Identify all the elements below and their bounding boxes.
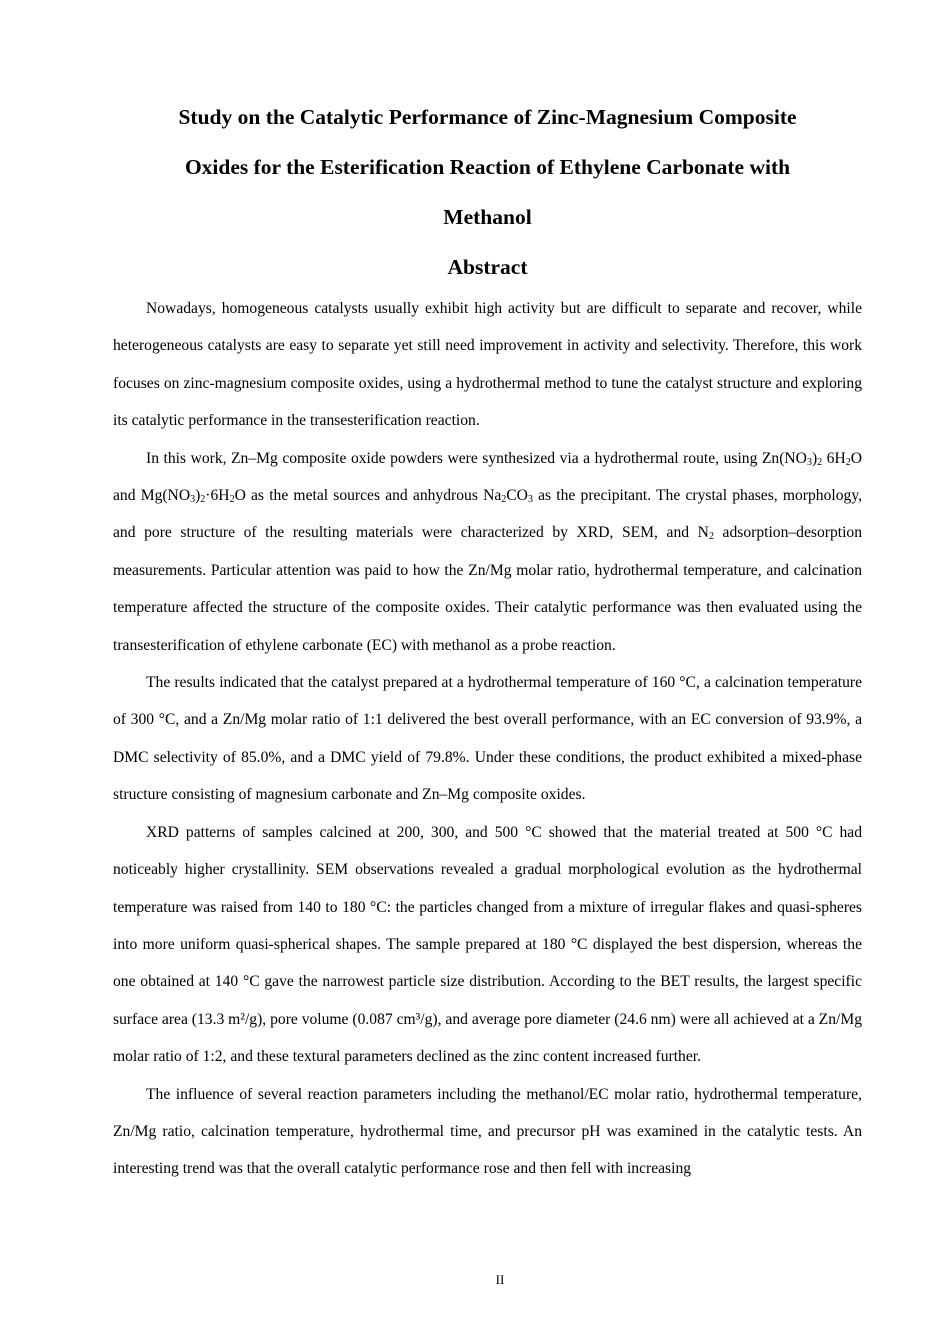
page-number: II: [495, 1272, 505, 1287]
paragraph-2-text: as the precipitant. The crystal phases, morphology, and pore structure of the resulting materials were characterized by XRD, SEM, and N: [113, 487, 863, 542]
paragraph-2-text: O and Mg(NO: [113, 449, 862, 505]
subscript: 3: [527, 494, 533, 506]
paragraph-2: [113, 440, 862, 664]
paragraph-2-text: 6H: [822, 449, 846, 467]
subscript: 2: [817, 456, 823, 468]
paragraph-1: Nowadays, homogeneous catalysts usually exhibit high activity but are difficult to separate and recover, while heterogeneous catalysts are easy to separate yet still need improvement in activity and selectivity. Therefore, this work focuses on zinc-magnesium composite oxides, using a hydrothermal method to tune the catalyst structure and exploring its catalytic performance in the transesterification reaction.: [113, 300, 862, 430]
abstract-body: [113, 290, 862, 1188]
title-line-1: Study on the Catalytic Performance of Zinc-Magnesium Composite: [178, 105, 797, 129]
paragraph-2-text: ): [811, 449, 818, 467]
paragraph-2-text: In this work, Zn–Mg composite oxide powders were synthesized via a hydrothermal route, using Zn(NO: [146, 449, 807, 467]
paragraph-4: XRD patterns of samples calcined at 200, 300, and 500 °C showed that the material treated at 500 °C had noticeably higher crystallinity. SEM observations revealed a gradual morphological evolution as the hydrothermal temperature was raised from 140 to 180 °C: the particles changed from a mixture of irregular flakes and quasi-spheres into more uniform quasi-spherical shapes. The sample prepared at 180 °C displayed the best dispersion, whereas the one obtained at 140 °C gave the narrowest particle size distribution. According to the BET results, the largest specific surface area (13.3 m²/g), pore volume (0.087 cm³/g), and average pore diameter (24.6 nm) were all achieved at a Zn/Mg molar ratio of 1:2, and these textural parameters declined as the zinc content increased further.: [113, 823, 862, 1066]
subscript: 2: [229, 494, 235, 506]
paragraph-3: The results indicated that the catalyst prepared at a hydrothermal temperature of 160 °C, a calcination temperature of 300 °C, and a Zn/Mg molar ratio of 1:1 delivered the best overall performance, with an EC conversion of 93.9%, a DMC selectivity of 85.0%, and a DMC yield of 79.8%. Under these conditions, the product exhibited a mixed-phase structure consisting of magnesium carbonate and Zn–Mg composite oxides.: [113, 674, 862, 804]
subscript: 2: [845, 456, 851, 468]
paragraph-2-text: ·6H: [205, 487, 230, 505]
paragraph-2-text: O as the metal sources and anhydrous Na: [234, 487, 502, 505]
title-line-3: Methanol: [443, 205, 532, 229]
paragraph-5: The influence of several reaction parameters including the methanol/EC molar ratio, hydrothermal temperature, Zn/Mg ratio, calcination temperature, hydrothermal time, and precursor pH was examined in the catalytic tests. An interesting trend was that the overall catalytic performance rose and then fell with increasing: [113, 1085, 862, 1178]
subscript: 3: [806, 456, 812, 468]
abstract-heading: Abstract: [447, 255, 528, 279]
paragraph-2-text: CO: [506, 487, 528, 505]
subscript: 2: [501, 494, 507, 506]
paragraph-2-text: adsorption–desorption measurements. Particular attention was paid to how the Zn/Mg molar ratio, hydrothermal temperature, and calcination temperature affected the structure of the composite oxides. Their catalytic performance was then evaluated using the transesterification of ethylene carbonate (EC) with methanol as a probe reaction.: [113, 524, 863, 654]
subscript: 3: [190, 494, 196, 506]
subscript: 2: [708, 531, 714, 543]
subscript: 2: [200, 494, 206, 506]
paragraph-2-text: ): [195, 487, 201, 505]
title-line-2: Oxides for the Esterification Reaction of Ethylene Carbonate with: [184, 155, 791, 179]
